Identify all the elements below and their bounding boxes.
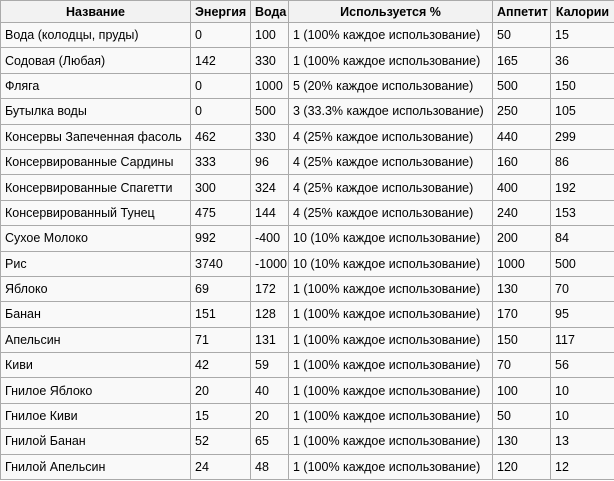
cell-usage: 3 (33.3% каждое использование) <box>289 99 493 124</box>
cell-name: Гнилой Банан <box>1 429 191 454</box>
cell-appetite: 200 <box>493 226 551 251</box>
table-header-row <box>1 1 614 23</box>
cell-usage: 1 (100% каждое использование) <box>289 23 493 48</box>
cell-calories: 10 <box>551 378 614 403</box>
cell-water: 40 <box>251 378 289 403</box>
cell-energy: 42 <box>191 353 251 378</box>
cell-usage: 4 (25% каждое использование) <box>289 149 493 174</box>
cell-usage: 4 (25% каждое использование) <box>289 200 493 225</box>
cell-appetite: 165 <box>493 48 551 73</box>
cell-calories: 117 <box>551 327 614 352</box>
cell-name: Рис <box>1 251 191 276</box>
cell-usage: 1 (100% каждое использование) <box>289 353 493 378</box>
table-row <box>1 149 614 174</box>
table-row <box>1 99 614 124</box>
cell-appetite: 170 <box>493 302 551 327</box>
cell-name: Гнилой Апельсин <box>1 454 191 479</box>
cell-energy: 3740 <box>191 251 251 276</box>
table-row <box>1 403 614 428</box>
cell-usage: 1 (100% каждое использование) <box>289 302 493 327</box>
cell-energy: 992 <box>191 226 251 251</box>
cell-calories: 192 <box>551 175 614 200</box>
header-energy: Энергия <box>191 1 251 23</box>
cell-energy: 69 <box>191 276 251 301</box>
cell-appetite: 130 <box>493 429 551 454</box>
cell-appetite: 50 <box>493 23 551 48</box>
cell-name: Апельсин <box>1 327 191 352</box>
cell-appetite: 440 <box>493 124 551 149</box>
cell-name: Консервированный Тунец <box>1 200 191 225</box>
cell-water: 1000 <box>251 73 289 98</box>
cell-water: 48 <box>251 454 289 479</box>
table-row <box>1 251 614 276</box>
cell-calories: 13 <box>551 429 614 454</box>
cell-calories: 153 <box>551 200 614 225</box>
cell-name: Бутылка воды <box>1 99 191 124</box>
cell-appetite: 150 <box>493 327 551 352</box>
cell-usage: 4 (25% каждое использование) <box>289 175 493 200</box>
cell-water: 330 <box>251 124 289 149</box>
cell-appetite: 500 <box>493 73 551 98</box>
cell-energy: 24 <box>191 454 251 479</box>
cell-usage: 1 (100% каждое использование) <box>289 378 493 403</box>
cell-name: Консервированные Спагетти <box>1 175 191 200</box>
cell-water: 100 <box>251 23 289 48</box>
cell-calories: 86 <box>551 149 614 174</box>
cell-name: Киви <box>1 353 191 378</box>
table-row <box>1 175 614 200</box>
table-body <box>1 23 614 480</box>
cell-usage: 1 (100% каждое использование) <box>289 48 493 73</box>
cell-name: Гнилое Яблоко <box>1 378 191 403</box>
cell-appetite: 400 <box>493 175 551 200</box>
cell-energy: 15 <box>191 403 251 428</box>
cell-water: 144 <box>251 200 289 225</box>
cell-appetite: 160 <box>493 149 551 174</box>
cell-water: 324 <box>251 175 289 200</box>
table-row <box>1 276 614 301</box>
cell-calories: 84 <box>551 226 614 251</box>
header-calories: Калории <box>551 1 614 23</box>
cell-appetite: 240 <box>493 200 551 225</box>
cell-name: Яблоко <box>1 276 191 301</box>
cell-appetite: 120 <box>493 454 551 479</box>
cell-energy: 52 <box>191 429 251 454</box>
header-name: Название <box>1 1 191 23</box>
cell-usage: 5 (20% каждое использование) <box>289 73 493 98</box>
cell-calories: 12 <box>551 454 614 479</box>
cell-appetite: 130 <box>493 276 551 301</box>
cell-water: 59 <box>251 353 289 378</box>
table-row <box>1 429 614 454</box>
cell-usage: 10 (10% каждое использование) <box>289 226 493 251</box>
cell-energy: 300 <box>191 175 251 200</box>
table-row <box>1 200 614 225</box>
cell-energy: 0 <box>191 73 251 98</box>
cell-usage: 10 (10% каждое использование) <box>289 251 493 276</box>
cell-appetite: 100 <box>493 378 551 403</box>
header-usage: Используется % <box>289 1 493 23</box>
cell-calories: 105 <box>551 99 614 124</box>
cell-usage: 1 (100% каждое использование) <box>289 454 493 479</box>
cell-water: -400 <box>251 226 289 251</box>
cell-usage: 1 (100% каждое использование) <box>289 429 493 454</box>
header-water: Вода <box>251 1 289 23</box>
table-row <box>1 302 614 327</box>
cell-energy: 462 <box>191 124 251 149</box>
cell-water: 172 <box>251 276 289 301</box>
cell-water: 96 <box>251 149 289 174</box>
cell-appetite: 50 <box>493 403 551 428</box>
cell-energy: 71 <box>191 327 251 352</box>
cell-appetite: 250 <box>493 99 551 124</box>
table-row <box>1 23 614 48</box>
cell-name: Вода (колодцы, пруды) <box>1 23 191 48</box>
table-row <box>1 73 614 98</box>
table-row <box>1 454 614 479</box>
cell-water: -1000 <box>251 251 289 276</box>
cell-calories: 500 <box>551 251 614 276</box>
cell-water: 20 <box>251 403 289 428</box>
cell-calories: 299 <box>551 124 614 149</box>
cell-calories: 70 <box>551 276 614 301</box>
cell-name: Банан <box>1 302 191 327</box>
table-row <box>1 226 614 251</box>
cell-water: 131 <box>251 327 289 352</box>
cell-name: Консервированные Сардины <box>1 149 191 174</box>
cell-name: Сухое Молоко <box>1 226 191 251</box>
cell-energy: 20 <box>191 378 251 403</box>
cell-usage: 1 (100% каждое использование) <box>289 327 493 352</box>
cell-calories: 15 <box>551 23 614 48</box>
header-appetite: Аппетит <box>493 1 551 23</box>
cell-water: 65 <box>251 429 289 454</box>
cell-energy: 0 <box>191 23 251 48</box>
cell-energy: 0 <box>191 99 251 124</box>
cell-calories: 95 <box>551 302 614 327</box>
cell-energy: 142 <box>191 48 251 73</box>
cell-energy: 151 <box>191 302 251 327</box>
table-row <box>1 378 614 403</box>
cell-name: Консервы Запеченная фасоль <box>1 124 191 149</box>
cell-calories: 10 <box>551 403 614 428</box>
cell-water: 330 <box>251 48 289 73</box>
cell-calories: 150 <box>551 73 614 98</box>
cell-usage: 1 (100% каждое использование) <box>289 403 493 428</box>
cell-energy: 475 <box>191 200 251 225</box>
cell-usage: 4 (25% каждое использование) <box>289 124 493 149</box>
cell-appetite: 70 <box>493 353 551 378</box>
cell-usage: 1 (100% каждое использование) <box>289 276 493 301</box>
cell-water: 128 <box>251 302 289 327</box>
table-row <box>1 327 614 352</box>
table-row <box>1 353 614 378</box>
cell-calories: 56 <box>551 353 614 378</box>
cell-name: Фляга <box>1 73 191 98</box>
cell-appetite: 1000 <box>493 251 551 276</box>
cell-calories: 36 <box>551 48 614 73</box>
cell-energy: 333 <box>191 149 251 174</box>
cell-water: 500 <box>251 99 289 124</box>
cell-name: Содовая (Любая) <box>1 48 191 73</box>
table-row <box>1 48 614 73</box>
cell-name: Гнилое Киви <box>1 403 191 428</box>
table-row <box>1 124 614 149</box>
